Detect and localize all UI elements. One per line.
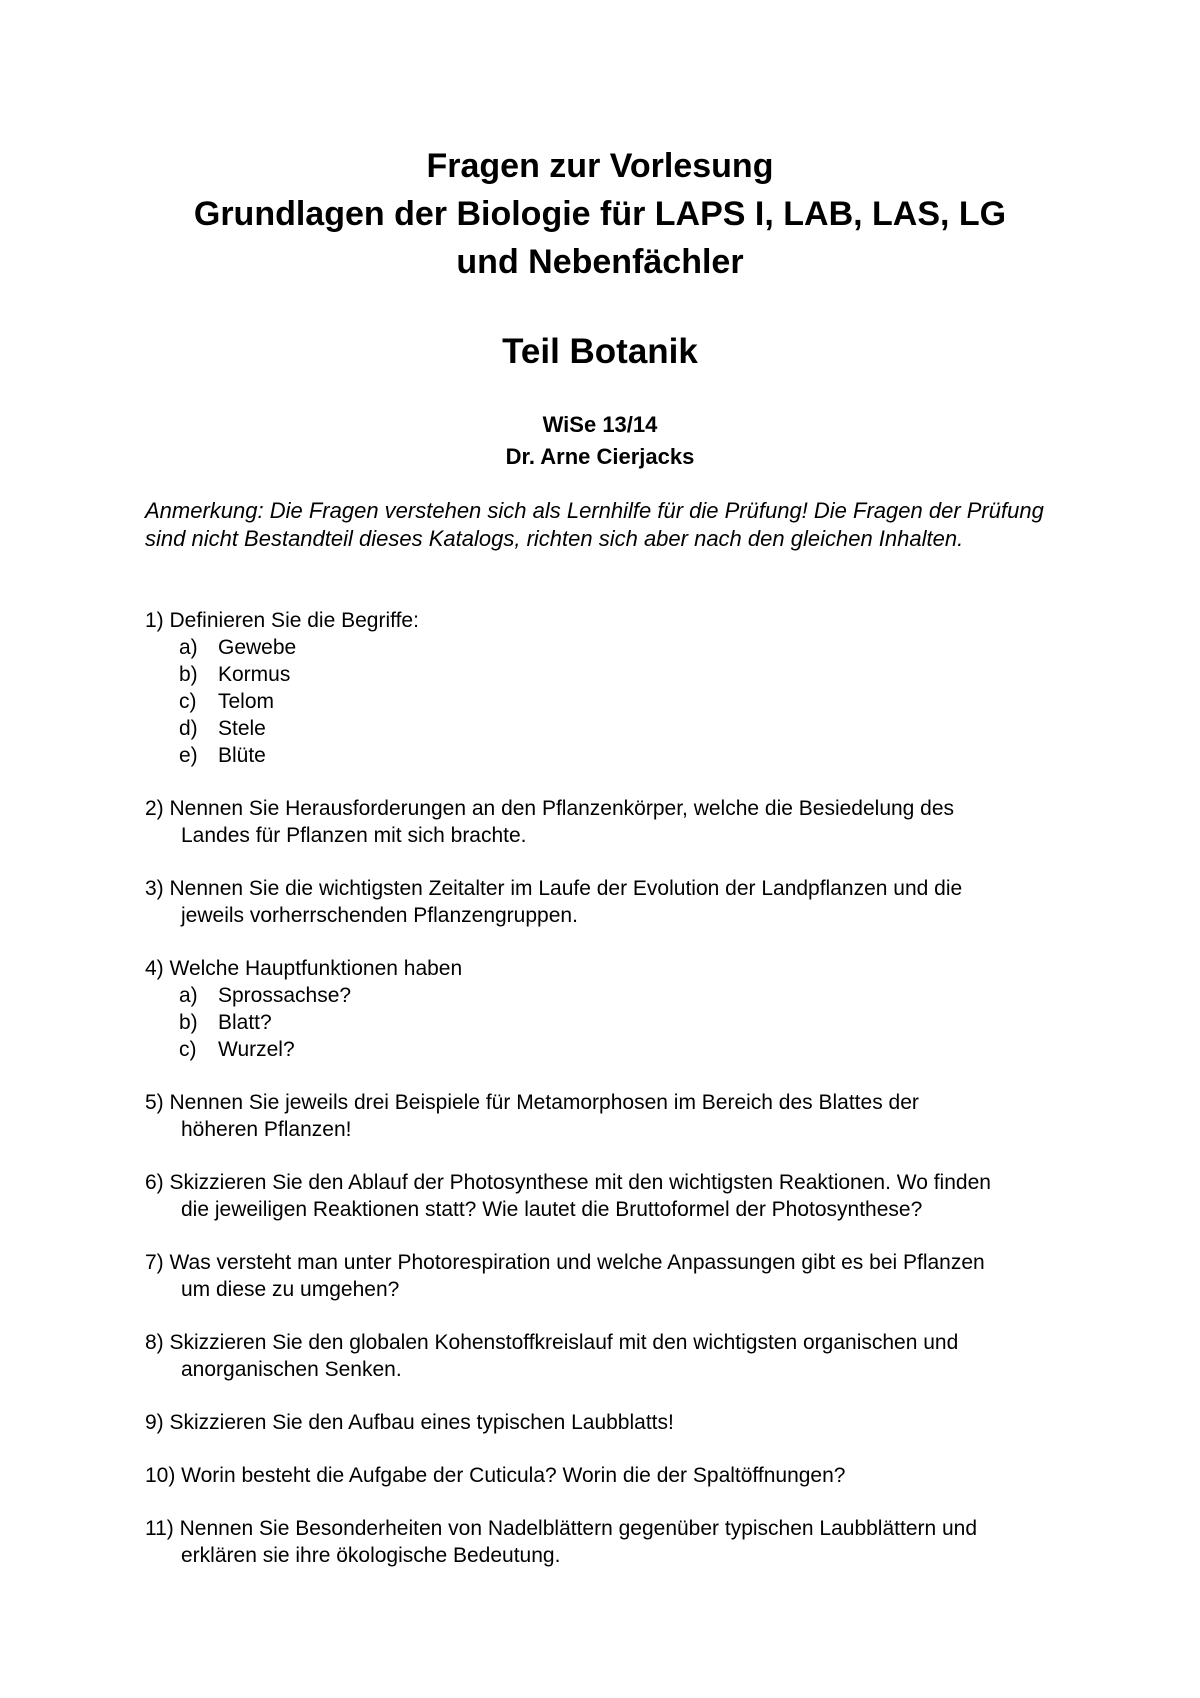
note-paragraph: Anmerkung: Die Fragen verstehen sich als Lernhilfe für die Prüfung! Die Fragen der Prüfung sind nicht Bestandteil dieses Katalogs, richten sich aber nach den gleichen Inhalten. — [145, 498, 1044, 551]
sub-item-letter: c) — [179, 1038, 197, 1061]
question-11 — [145, 1515, 1085, 1569]
sub-item-letter: d) — [179, 717, 198, 740]
sub-item-letter: a) — [179, 984, 198, 1007]
question-6 — [145, 1169, 1085, 1223]
document-title — [0, 142, 1200, 286]
question-text-continued: höheren Pflanzen! — [181, 1118, 352, 1141]
sub-item — [145, 634, 1085, 661]
sub-item-letter: b) — [179, 1011, 198, 1034]
lecturer: Dr. Arne Cierjacks — [505, 444, 695, 469]
sub-item-letter: b) — [179, 663, 198, 686]
question-8 — [145, 1329, 1085, 1383]
meta-block — [0, 409, 1200, 473]
question-text: 3) Nennen Sie die wichtigsten Zeitalter im Laufe der Evolution der Landpflanzen und die — [145, 877, 963, 900]
question-text: 2) Nennen Sie Herausforderungen an den Pflanzenkörper, welche die Besiedelung des — [145, 797, 955, 820]
question-text-continued: die jeweiligen Reaktionen statt? Wie lautet die Bruttoformel der Photosynthese? — [181, 1198, 923, 1221]
question-5 — [145, 1089, 1085, 1143]
sub-item-text: Blüte — [218, 744, 266, 767]
sub-item-letter: a) — [179, 636, 198, 659]
sub-item-list — [145, 982, 1085, 1063]
question-3 — [145, 875, 1085, 929]
question-text-continued: Landes für Pflanzen mit sich brachte. — [181, 824, 527, 847]
sub-item — [145, 1009, 1085, 1036]
sub-item-letter: c) — [179, 690, 197, 713]
semester: WiSe 13/14 — [542, 412, 658, 437]
sub-item-text: Wurzel? — [218, 1038, 295, 1061]
sub-item-text: Blatt? — [218, 1011, 272, 1034]
question-text: 10) Worin besteht die Aufgabe der Cuticula? Worin die der Spaltöffnungen? — [145, 1464, 846, 1487]
question-text: 9) Skizzieren Sie den Aufbau eines typischen Laubblatts! — [145, 1411, 674, 1434]
sub-item — [145, 742, 1085, 769]
question-text-continued: um diese zu umgehen? — [181, 1278, 400, 1301]
sub-item-letter: e) — [179, 744, 198, 767]
question-text: 4) Welche Hauptfunktionen haben — [145, 957, 463, 980]
question-text-continued: jeweils vorherrschenden Pflanzengruppen. — [181, 904, 578, 927]
sub-item-text: Stele — [218, 717, 266, 740]
question-text-continued: anorganischen Senken. — [181, 1358, 402, 1381]
question-2 — [145, 795, 1085, 849]
sub-item-text: Sprossachse? — [218, 984, 352, 1007]
question-9 — [145, 1409, 1085, 1436]
question-text: 5) Nennen Sie jeweils drei Beispiele für Metamorphosen im Bereich des Blattes der — [145, 1091, 919, 1114]
sub-item — [145, 1036, 1085, 1063]
question-list — [145, 607, 1085, 1595]
title-line-1: Fragen zur Vorlesung — [426, 147, 774, 185]
question-text-continued: erklären sie ihre ökologische Bedeutung. — [181, 1544, 561, 1567]
sub-item — [145, 688, 1085, 715]
question-7 — [145, 1249, 1085, 1303]
sub-item — [145, 715, 1085, 742]
question-10 — [145, 1462, 1085, 1489]
title-line-3: und Nebenfächler — [456, 243, 744, 281]
question-4 — [145, 955, 1085, 1063]
sub-item — [145, 661, 1085, 688]
question-text: 7) Was versteht man unter Photorespiration und welche Anpassungen gibt es bei Pflanzen — [145, 1251, 985, 1274]
question-text: 11) Nennen Sie Besonderheiten von Nadelblättern gegenüber typischen Laubblättern und — [145, 1517, 978, 1540]
sub-item-text: Gewebe — [218, 636, 297, 659]
sub-item-text: Kormus — [218, 663, 291, 686]
question-text: 8) Skizzieren Sie den globalen Kohenstoffkreislauf mit den wichtigsten organischen und — [145, 1331, 959, 1354]
question-text: 6) Skizzieren Sie den Ablauf der Photosynthese mit den wichtigsten Reaktionen. Wo finden — [145, 1171, 991, 1194]
sub-item — [145, 982, 1085, 1009]
question-1 — [145, 607, 1085, 769]
title-line-2: Grundlagen der Biologie für LAPS I, LAB, LAS, LG — [193, 195, 1007, 233]
question-text: 1) Definieren Sie die Begriffe: — [145, 609, 419, 632]
sub-item-list — [145, 634, 1085, 769]
section-title: Teil Botanik — [502, 332, 698, 371]
sub-item-text: Telom — [218, 690, 275, 713]
